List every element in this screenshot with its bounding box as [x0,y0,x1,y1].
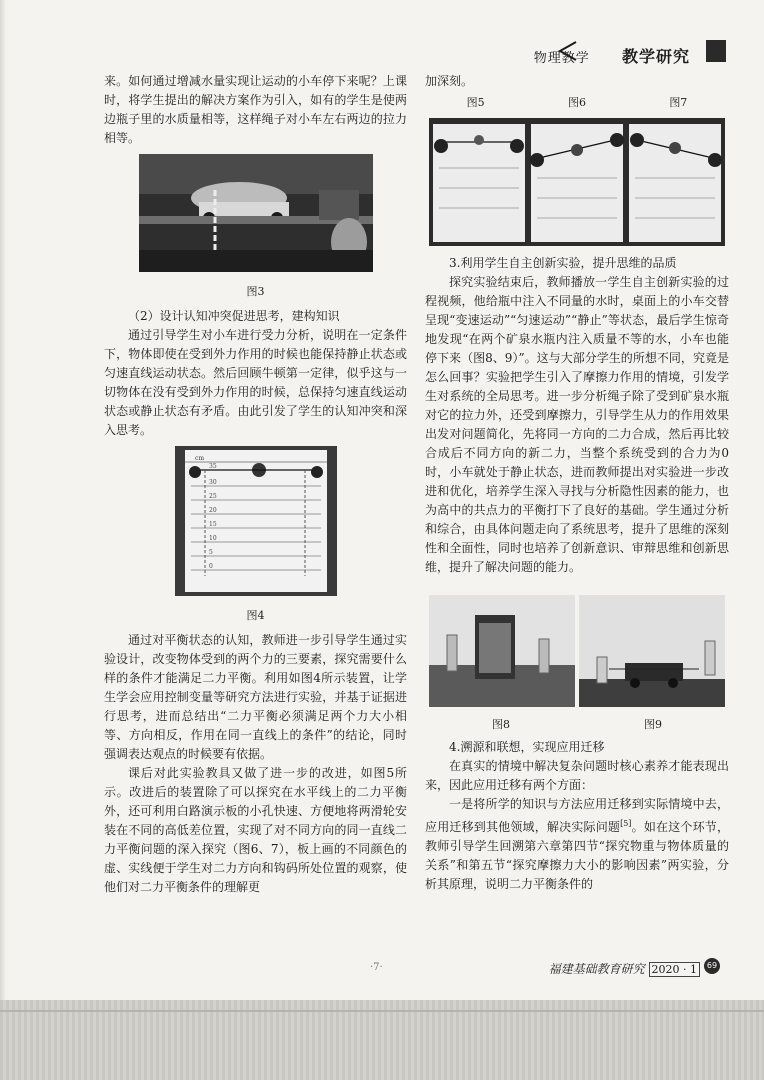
figure-4-caption: 图4 [246,609,265,622]
figure-4-tick: 5 [208,549,213,556]
figures-8-9 [429,595,725,713]
footer-journal [549,960,700,977]
figure-4-tick: 15 [208,521,217,528]
figure-4-tick: 10 [208,535,217,542]
figure-5-board [433,124,525,242]
footer-mark: ·7· [370,962,383,973]
figure-3 [139,154,373,278]
figure-3-photo [139,154,373,272]
right-para-0: 加深刻。 [425,74,474,88]
figures-8-9-caption-row [425,715,729,734]
right-para-3-tail: 。如在这个环节，教师引导学生回溯第六章第四节“探究物重与物体质量的关系”和第五节“探究摩擦力大小的影响因素”两实验，分析其原理，说明二力平衡条件的 [425,820,729,891]
figure-3-caption: 图3 [246,285,265,298]
figure-8-caption: 图8 [492,718,510,731]
left-para-2: 通过引导学生对小车进行受力分析，说明在一定条件下，物体即使在受到外力作用的时候也能保持静止状态或匀速直线运动状态。然后回顾牛顿第一定律，似乎这与一切物体在没有受到外力作用的时候，总保持匀速直线运动状态或静止状态有矛盾。由此引发了学生的认知冲突和深入思考。 [104,328,407,437]
header-block-icon [706,40,726,62]
figures-5-7 [429,118,725,252]
header-prefix: 物理教学 [533,51,590,66]
figure-4-tick: 25 [208,493,217,500]
left-para-3: 通过对平衡状态的认知，教师进一步引导学生通过实验设计，改变物体受到的两个力的三要素，探究需要什么样的条件才能满足二力平衡。利用如图4所示装置，让学生学会应用控制变量等研究方法进行实验，并基于证据进行思考，进而总结出“二力平衡必须满足两个力大小相等、方向相反，作用在同一直线上的条件”的结论，同时强调表达观点的时候要有依据。 [104,633,407,761]
figure-4-tick: 0 [208,563,213,570]
figure-4-tick: 30 [208,479,217,486]
footer-issue: 2020 · 1 [649,962,700,977]
figure-5-caption: 图5 [466,96,485,109]
page-number: 69 [704,958,720,974]
scan-edge [0,0,6,1080]
right-para-3 [425,795,729,894]
citation-ref: [5] [620,819,632,828]
scan-bottom-line [0,1010,764,1012]
section-4-subhead: 4.溯源和联想，实现应用迁移 [449,740,605,754]
figures-8-9-photo [429,595,725,707]
figures-5-7-caption-row [425,93,729,112]
left-column [104,72,407,897]
figure-4 [175,446,337,602]
figure-4-tick: 35 [208,463,217,470]
header-title: 教学研究 [621,47,690,66]
figure-4-photo [175,446,337,596]
figure-9-caption: 图9 [644,718,662,731]
scan-bottom-band [0,1000,764,1080]
figure-6-board [530,124,624,242]
right-para-1: 探究实验结束后，教师播放一学生自主创新实验的过程视频，他给瓶中注入不同量的水时，桌面上的小车交替呈现“变速运动”“匀速运动”“静止”等状态，最后学生惊奇地发现“在两个矿泉水瓶内注入质量不等的水，小车也能停下来（图8、9）”。这与大部分学生的所想不同，究竟是怎么回事？实验把学生引入了摩擦力作用的情境，引发学生对系统的全局思考。进一步分析绳子除了受到矿泉水瓶对它的拉力外，还受到摩擦力，引导学生从力的作用效果出发对问题简化，先将同一方向的二力合成，然后再比较合成后不同方向的新二力，当整个系统受到的合力为0时，小车就处于静止状态，进而教师提出对实验进一步改进和优化，培养学生深入寻找与分析隐性因素的能力，也为高中的共点力的平衡打下了良好的基础。学生通过分析和综合，由具体问题走向了系统思考，提升了思维的深刻性和全面性，同时也培养了创新意识、审辩思维和创新思维，提升了解决问题的能力。 [425,275,729,574]
right-para-2: 在真实的情境中解决复杂问题时核心素养才能表现出来，因此应用迁移有两个方面： [425,759,729,792]
section-3-subhead: 3.利用学生自主创新实验，提升思维的品质 [449,256,677,270]
footer-journal-name: 福建基础教育研究 [548,962,645,976]
journal-section-header [534,44,690,67]
left-para-1: 来。如何通过增减水量实现让运动的小车停下来呢？上课时，将学生提出的解决方案作为引入，如有的学生是使两边瓶子里的水质量相等，这样绳子对小车左右两边的拉力相等。 [104,74,407,145]
right-column [425,72,729,894]
figure-4-tick: 20 [208,507,217,514]
figures-5-7-photo [429,118,725,246]
right-para-3-text: 一是将所学的知识与方法应用迁移到实际情境中去，应用迁移到其他领域，解决实际问题 [425,797,729,834]
figure-7-board [629,124,722,242]
left-para-4: 课后对此实验教具又做了进一步的改进，如图5所示。改进后的装置除了可以探究在水平线上的二力平衡外，还可利用白路演示板的小孔快速、方便地将两滑轮安装在不同的高低差位置，实现了对不同方向的同一直线二力平衡问题的深入探究（图6、7），板上画的不同颜色的虚、实线便于学生对二力方向和钩码所处位置的观察，使他们对二力平衡条件的理解更 [104,766,407,894]
figure-9-photo [579,595,725,707]
figure-6-caption: 图6 [567,96,586,109]
section-2-subhead: （2）设计认知冲突促进思考，建构知识 [128,309,340,323]
figure-7-caption: 图7 [669,96,688,109]
figure-4-unit-label: cm [194,455,204,462]
figure-8-photo [429,595,575,707]
